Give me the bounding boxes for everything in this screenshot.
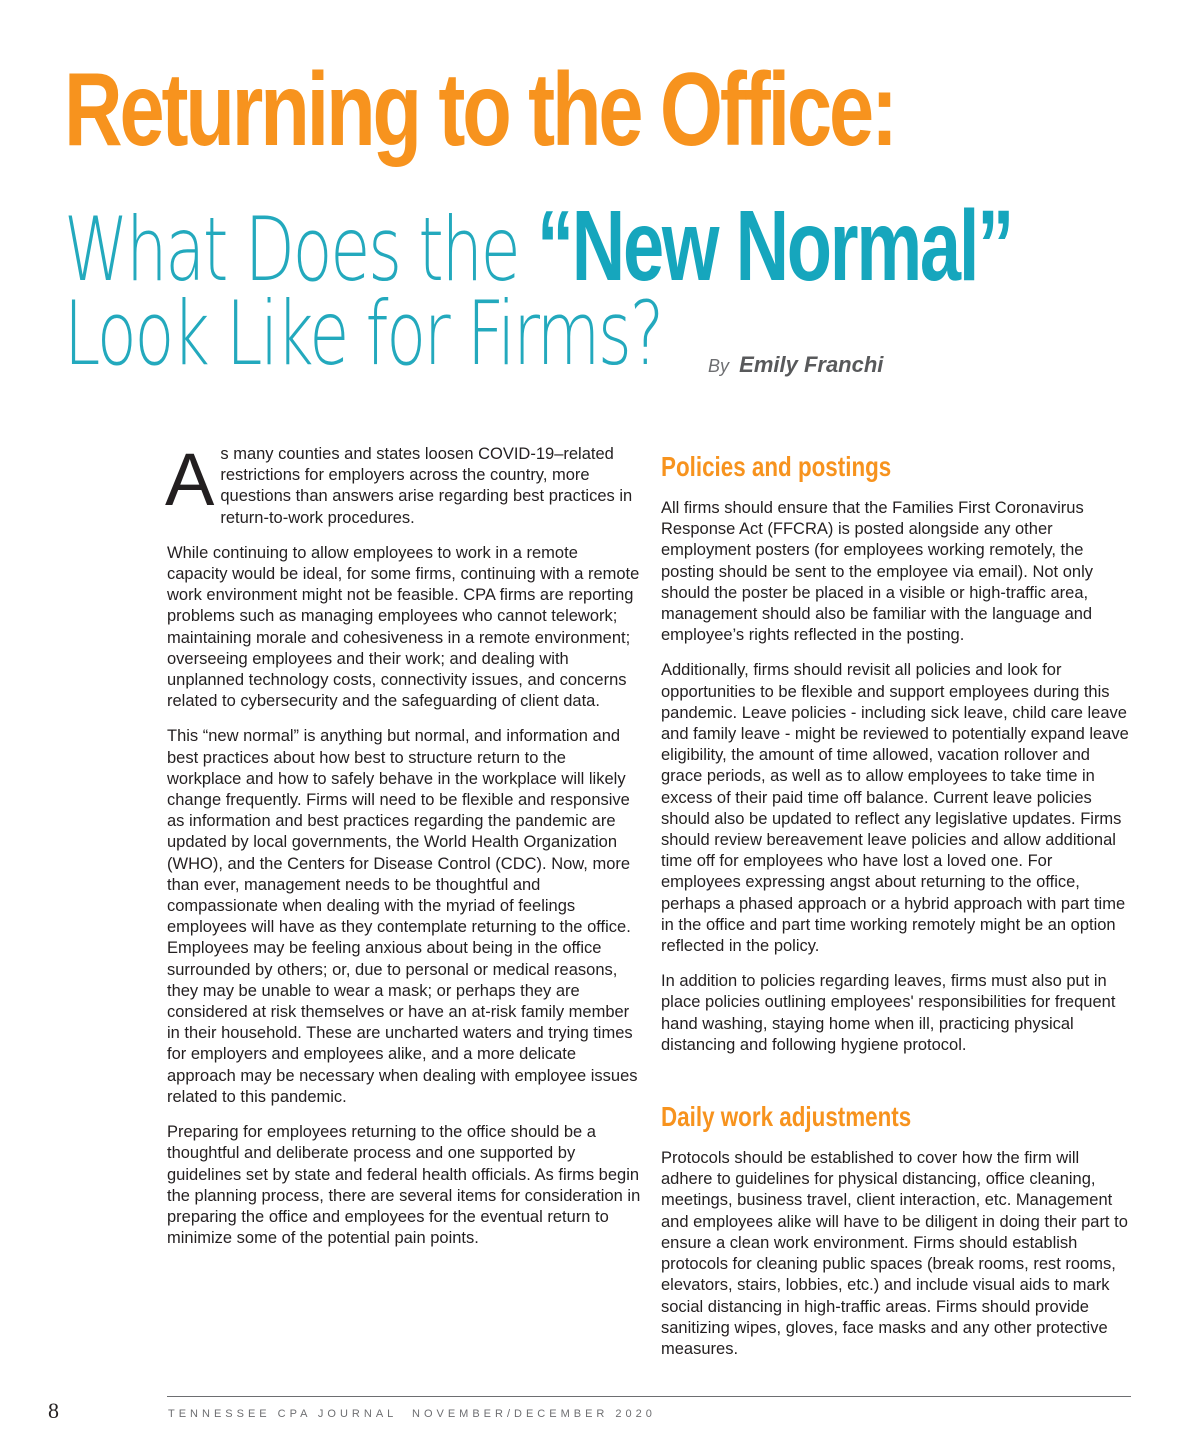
subtitle-line-1 xyxy=(64,190,1012,302)
body-paragraph: All firms should ensure that the Families First Coronavirus Response Act (FFCRA) is posted alongside any other employment posters (for employees working remotely, the posting should be sent to the employee via email). Not only should the poster be placed in a visible or high-traffic area, management should also be familiar with the language and employee’s rights reflected in the posting. xyxy=(661,499,1093,645)
subtitle-line-2: Look Like for Firms? xyxy=(64,282,662,385)
section-heading-daily-work: Daily work adjustments xyxy=(661,1101,912,1133)
journal-name: TENNESSEE CPA JOURNAL xyxy=(168,1408,398,1420)
body-paragraph: This “new normal” is anything but normal, and information and best practices about how best to structure return to the workplace and how to safely behave in the workplace will likely change frequently. Firms will need to be flexible and responsive as information and best practices regarding the pandemic are updated by local governments, the World Health Organization (WHO), and the Centers for Disease Control (CDC). Now, more than ever, management needs to be thoughtful and compassionate when dealing with the myriad of feelings employees will have as they contemplate returning to the office. Employees may be feeling anxious about being in the office surrounded by others; or, due to personal or medical reasons, they may be unable to wear a mask; or perhaps they are considered at risk themselves or have an at-risk family member in their household. These are uncharted waters and trying times for employers and employees alike, and a more delicate approach may be necessary when dealing with employee issues related to this pandemic. xyxy=(167,727,638,1106)
body-paragraph: In addition to policies regarding leaves, firms must also put in place policies outlining employees' responsibilities for frequent hand washing, staying home when ill, practicing physical distancing and following hygiene protocol. xyxy=(661,972,1116,1054)
footer-rule xyxy=(167,1396,1131,1397)
byline xyxy=(708,352,883,378)
left-column xyxy=(165,438,641,1263)
body-paragraph: Protocols should be established to cover how the firm will adhere to guidelines for physical distancing, office cleaning, meetings, business travel, client interaction, etc. Management and employees alike will have to be diligent in doing their part to ensure a clean work environment. Firms should establish protocols for cleaning public spaces (break rooms, rest rooms, elevators, stairs, lobbies, etc.) and include visual aids to mark social distancing in high-traffic areas. Firms should provide sanitizing wipes, gloves, face masks and any other protective measures. xyxy=(661,1149,1128,1358)
section-heading-policies: Policies and postings xyxy=(661,451,892,482)
subtitle-part-1: What Does the xyxy=(64,198,537,301)
body-paragraph: While continuing to allow employees to work in a remote capacity would be ideal, for some firms, continuing with a remote work environment might not be feasible. CPA firms are reporting problems such as managing employees who cannot telework; maintaining morale and cohesiveness in a remote environment; overseeing employees and their work; and dealing with unplanned technology costs, connectivity issues, and concerns related to cybersecurity and the safeguarding of client data. xyxy=(167,543,640,711)
byline-prefix: By xyxy=(708,356,730,376)
intro-text: s many counties and states loosen COVID-19–related restrictions for employers across the country, more questions than answers arise regarding best practices in return-to-work procedures. xyxy=(220,445,633,527)
headline: Returning to the Office: xyxy=(64,52,895,168)
intro-paragraph xyxy=(165,438,641,529)
issue-date: NOVEMBER/DECEMBER 2020 xyxy=(412,1408,656,1420)
body-paragraph: Preparing for employees returning to the office should be a thoughtful and deliberate process and one supported by guidelines set by state and federal health officials. As firms begin the planning process, there are several items for consideration in preparing the office and employees for the eventual return to minimize some of the potential pain points. xyxy=(167,1123,641,1248)
byline-author: Emily Franchi xyxy=(739,352,884,377)
drop-cap: A xyxy=(165,438,215,521)
right-column xyxy=(661,450,1135,1374)
subtitle-emphasis: “New Normal” xyxy=(536,190,1012,302)
body-paragraph: Additionally, firms should revisit all policies and look for opportunities to be flexible and support employees during this pandemic. Leave policies - including sick leave, child care leave and family leave - might be reviewed to potentially expand leave eligibility, the amount of time allowed, vacation rollover and grace periods, as well as to allow employees to take time in excess of their paid time off balance. Current leave policies should also be updated to reflect any legislative updates. Firms should review bereavement leave policies and allow additional time off for employees who have lost a loved one. For employees expressing angst about returning to the office, perhaps a phased approach or a hybrid approach with part time in the office and part time working remotely might be an option reflected in the policy. xyxy=(661,661,1129,956)
page-number: 8 xyxy=(48,1398,59,1423)
